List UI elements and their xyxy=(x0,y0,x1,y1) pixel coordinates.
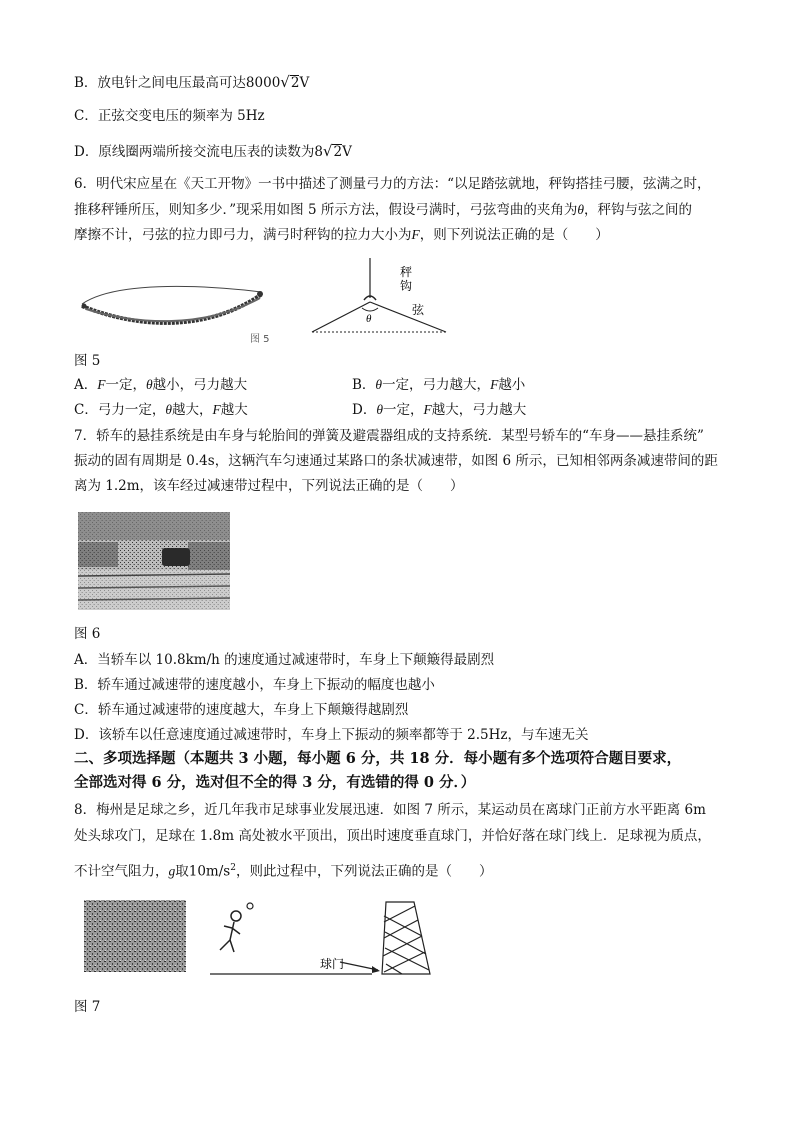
q6-stem-line1: 6．明代宋应星在《天工开物》一书中描述了测量弓力的方法：“以足踏弦就地，秤钩搭挂弓腰，弦满之时， xyxy=(74,176,711,192)
q6-stem-line3 xyxy=(74,225,609,245)
q5-option-d: D．原线圈两端所接交流电压表的读数为8√2V xyxy=(74,142,352,160)
q7-option-a: A．当轿车以 10.8km/h 的速度通过减速带时，车身上下颠簸得最剧烈 xyxy=(74,652,495,668)
q6-stem-line3-b: ，则下列说法正确的是（ ） xyxy=(419,227,609,243)
figure-5-bow-diagram xyxy=(74,252,454,344)
q6-option-d-b: 一定， xyxy=(382,402,424,418)
figure-7-header-diagram xyxy=(84,896,436,980)
player-figure xyxy=(220,911,241,952)
figure-5-caption: 图 5 xyxy=(74,353,101,369)
car-shape xyxy=(162,548,190,566)
figure-5-label-scale-top: 秤 xyxy=(400,265,413,279)
q5-option-b-root: 2 xyxy=(290,75,300,91)
q6-option-b-c: 越小 xyxy=(498,377,526,393)
q6-option-b-label: B． xyxy=(352,377,376,393)
q5-option-b: B．放电针之间电压最高可达8000√2V xyxy=(74,73,310,91)
q6-stem-F: F xyxy=(411,227,420,242)
q6-option-a-F: F xyxy=(97,377,106,392)
figure-5-label-scale-bottom: 钩 xyxy=(400,279,413,293)
q6-option-d xyxy=(352,400,526,420)
q6-option-c-label: C．弓力一定， xyxy=(74,402,166,418)
figure-7-caption: 图 7 xyxy=(74,999,101,1015)
figure-6-road-photo xyxy=(78,512,230,610)
figure-7-label-goal: 球门 xyxy=(320,957,345,971)
q8-stem-g: g xyxy=(168,863,176,879)
figure-7-photo xyxy=(84,900,186,972)
q6-option-c-F: F xyxy=(212,402,221,417)
section-2-heading-line1: 二、多项选择题（本题共 3 小题，每小题 6 分，共 18 分．每小题有多个选项符合题目要求， xyxy=(74,750,682,767)
q6-option-a xyxy=(74,375,247,395)
q6-stem-line2-b: ，秤钩与弦之间的 xyxy=(583,202,692,218)
q7-option-b: B．轿车通过减速带的速度越小，车身上下振动的幅度也越小 xyxy=(74,677,435,693)
q8-stem-line3 xyxy=(74,858,492,882)
q6-option-d-c: 越大，弓力越大 xyxy=(431,402,527,418)
q6-option-d-theta: θ xyxy=(376,402,383,417)
q6-option-d-F: F xyxy=(423,402,432,417)
q8-stem-line2: 处头球攻门，足球在 1.8m 高处被水平顶出，顶出时速度垂直球门，并恰好落在球门线上．足球视为质点， xyxy=(74,828,711,844)
q8-stem-exponent: 2 xyxy=(230,863,236,873)
q7-stem-line1: 7．轿车的悬挂系统是由车身与轮胎间的弹簧及避震器组成的支持系统．某型号轿车的“车身——悬挂系统” xyxy=(74,428,704,444)
q5-option-d-unit: V xyxy=(342,144,352,160)
q8-stem-line3-c: ，则此过程中，下列说法正确的是（ ） xyxy=(235,863,493,880)
scale-hook-drawing xyxy=(312,258,446,332)
q8-stem-value: 10m/s xyxy=(188,863,231,880)
q6-option-b-b: 一定，弓力越大， xyxy=(382,377,491,393)
q6-option-a-theta: θ xyxy=(146,377,153,392)
q6-stem-line2-a: 推移秤锤所压，则知多少．”现采用如图 5 所示方法，假设弓满时，弓弦弯曲的夹角为 xyxy=(74,202,578,218)
q6-option-a-b: 一定， xyxy=(105,377,146,393)
q5-option-d-root: 2 xyxy=(333,144,343,160)
q6-option-d-label: D． xyxy=(352,402,377,418)
figure-5-inner-caption: 图 5 xyxy=(250,334,270,344)
q5-option-c: C．正弦交变电压的频率为 5Hz xyxy=(74,108,265,124)
q6-option-c-c: 越大 xyxy=(220,402,248,418)
q6-option-a-label: A． xyxy=(74,377,98,393)
goal-drawing xyxy=(382,902,430,974)
q5-option-d-coef: 8 xyxy=(314,144,323,160)
figure-5-label-angle: θ xyxy=(366,313,372,325)
q6-option-b xyxy=(352,375,525,395)
figure-6-caption: 图 6 xyxy=(74,626,101,642)
q5-option-b-coef: 8000 xyxy=(245,75,281,91)
q8-stem-line1: 8．梅州是足球之乡，近几年我市足球事业发展迅速．如图 7 所示，某运动员在离球门正前方水平距离 6m xyxy=(74,802,706,818)
q7-option-c: C．轿车通过减速带的速度越大，车身上下颠簸得越剧烈 xyxy=(74,702,409,718)
q8-stem-line3-b: 取 xyxy=(175,863,189,880)
q7-option-d: D．该轿车以任意速度通过减速带时，车身上下振动的频率都等于 2.5Hz，与车速无关 xyxy=(74,727,589,743)
q6-option-b-theta: θ xyxy=(375,377,383,392)
q6-option-c-b: 越大， xyxy=(171,402,213,418)
q6-option-a-c: 越小，弓力越大 xyxy=(152,377,248,393)
q5-option-d-text: D．原线圈两端所接交流电压表的读数为 xyxy=(74,144,315,160)
q7-stem-line3: 离为 1.2m，该车经过减速带过程中，下列说法正确的是（ ） xyxy=(74,478,464,494)
q5-option-b-unit: V xyxy=(299,75,310,91)
q6-option-b-F: F xyxy=(490,377,499,392)
q7-stem-line2: 振动的固有周期是 0.4s，这辆汽车匀速通过某路口的条状减速带，如图 6 所示，已知相邻两条减速带间的距 xyxy=(74,453,718,469)
q6-stem-line3-a: 摩擦不计，弓弦的拉力即弓力，满弓时秤钩的拉力大小为 xyxy=(74,227,412,243)
q8-stem-line3-a: 不计空气阻力， xyxy=(74,863,169,880)
section-2-heading-line2: 全部选对得 6 分，选对但不全的得 3 分，有选错的得 0 分．） xyxy=(74,774,476,791)
q6-option-c-theta: θ xyxy=(165,402,172,417)
q6-option-c xyxy=(74,400,248,420)
q6-stem-theta: θ xyxy=(577,202,584,217)
q6-stem-line2 xyxy=(74,200,692,220)
bow-drawing xyxy=(82,286,264,322)
ball xyxy=(247,903,253,909)
figure-5-label-string: 弦 xyxy=(412,303,425,317)
q5-option-b-text: B．放电针之间电压最高可达 xyxy=(74,75,246,91)
